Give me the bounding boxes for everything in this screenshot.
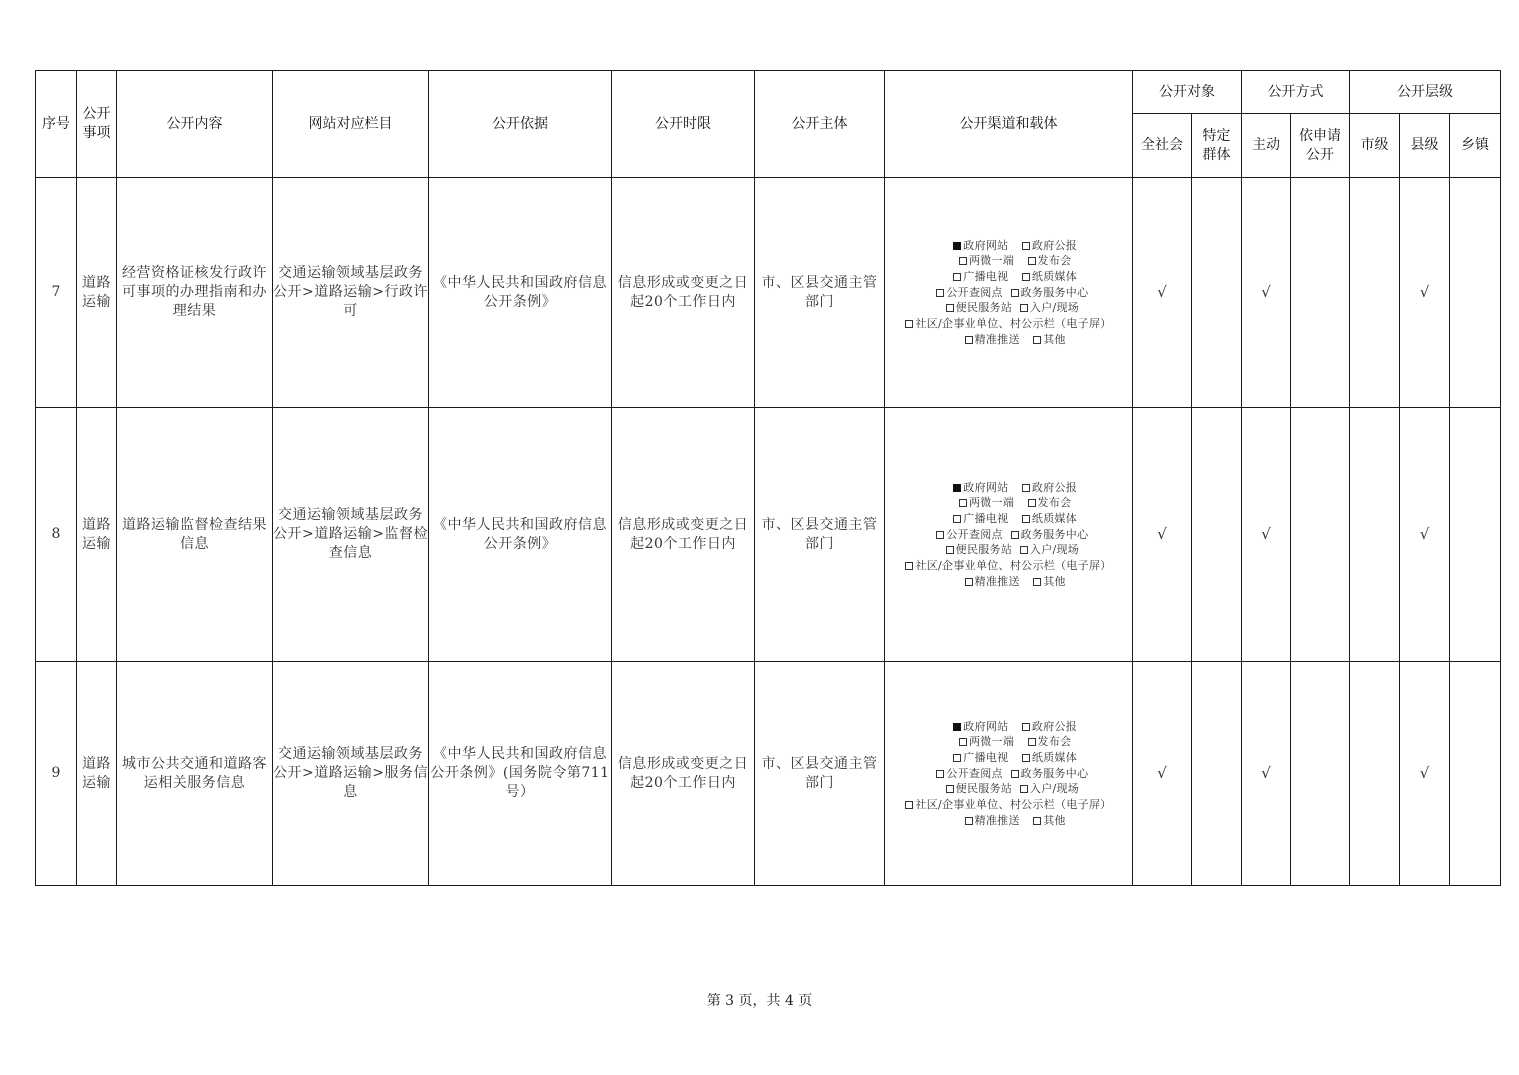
channel-option <box>1028 253 1072 269</box>
channel-option-line <box>885 300 1132 316</box>
channel-option <box>905 558 1111 574</box>
header-target: 公开对象 <box>1133 71 1242 114</box>
header-target-specific: 特定群体 <box>1192 114 1242 178</box>
channel-option <box>938 781 1020 797</box>
channel-option-label: 两微一端 <box>968 496 1015 510</box>
channel-option-label: 便民服务站 <box>955 301 1013 315</box>
basis-cell: 《中华人民共和国政府信息公开条例》 <box>429 178 612 408</box>
unchecked-box-icon <box>936 770 944 778</box>
channel-option <box>951 332 1033 348</box>
channel-option <box>951 574 1033 590</box>
channel-option <box>938 542 1020 558</box>
channel-option-label: 社区/企事业单位、村公示栏（电子屏） <box>915 798 1112 812</box>
unchecked-box-icon <box>959 738 967 746</box>
channel-option <box>929 527 1011 543</box>
item-cell: 道路运输 <box>77 408 117 662</box>
channel-option-line <box>885 574 1132 590</box>
unchecked-box-icon <box>959 499 967 507</box>
seq-cell: 8 <box>36 408 77 662</box>
unchecked-box-icon <box>1033 817 1041 825</box>
channel-option-line <box>885 495 1132 511</box>
channel-option-label: 发布会 <box>1037 496 1072 510</box>
level-county-cell: √ <box>1400 662 1450 886</box>
unchecked-box-icon <box>946 546 954 554</box>
channel-option-label: 入户/现场 <box>1029 543 1080 557</box>
unchecked-box-icon <box>936 531 944 539</box>
header-level-county: 县级 <box>1400 114 1450 178</box>
unchecked-box-icon <box>946 304 954 312</box>
site-column-cell: 交通运输领域基层政务公开>道路运输>监督检查信息 <box>273 408 429 662</box>
unchecked-box-icon <box>1022 754 1030 762</box>
page-footer: 第 3 页，共 4 页 <box>706 993 813 1009</box>
channel-option-label: 政务服务中心 <box>1020 285 1089 299</box>
channel-option-line <box>885 332 1132 348</box>
channel-option <box>1033 332 1066 348</box>
unchecked-box-icon <box>1011 531 1019 539</box>
channel-option-line <box>885 719 1132 735</box>
channel-option <box>1020 300 1079 316</box>
time-limit-cell: 信息形成或变更之日起20个工作日内 <box>612 178 755 408</box>
channel-option-label: 精准推送 <box>974 574 1020 588</box>
target-all-cell: √ <box>1133 178 1192 408</box>
channel-option <box>929 766 1011 782</box>
channel-option <box>1022 238 1077 254</box>
channel-option-label: 其他 <box>1043 574 1066 588</box>
channel-option-label: 广播电视 <box>963 269 1009 283</box>
channel-option-line <box>885 542 1132 558</box>
channel-option-line <box>885 797 1132 813</box>
seq-cell: 9 <box>36 662 77 886</box>
channel-option-label: 政府网站 <box>963 719 1009 733</box>
channel-option-label: 社区/企事业单位、村公示栏（电子屏） <box>915 559 1112 573</box>
unchecked-box-icon <box>1028 257 1036 265</box>
header-seq: 序号 <box>36 71 77 178</box>
channel-option-label: 政务服务中心 <box>1020 766 1089 780</box>
channel-option-label: 政府公报 <box>1031 719 1078 733</box>
checked-box-icon <box>953 723 961 731</box>
checked-box-icon <box>953 242 961 250</box>
unchecked-box-icon <box>1020 546 1028 554</box>
channel-option <box>1011 285 1089 301</box>
channel-option <box>1022 269 1077 285</box>
channel-option <box>1033 574 1066 590</box>
unchecked-box-icon <box>905 562 913 570</box>
channel-cell <box>885 178 1133 408</box>
unchecked-box-icon <box>1022 273 1030 281</box>
item-cell: 道路运输 <box>77 178 117 408</box>
channel-option <box>1022 511 1077 527</box>
table-row <box>36 178 1501 408</box>
channel-option-label: 政务服务中心 <box>1020 527 1089 541</box>
channel-option-label: 两微一端 <box>968 254 1015 268</box>
table-body <box>36 178 1501 886</box>
channel-option-label: 纸质媒体 <box>1031 750 1078 764</box>
unchecked-box-icon <box>953 754 961 762</box>
channel-option <box>1022 480 1077 496</box>
channel-option-line <box>885 766 1132 782</box>
unchecked-box-icon <box>1022 515 1030 523</box>
channel-option-label: 精准推送 <box>974 813 1020 827</box>
channel-option-line <box>885 480 1132 496</box>
unchecked-box-icon <box>1028 738 1036 746</box>
method-active-cell: √ <box>1242 408 1291 662</box>
level-county-cell: √ <box>1400 178 1450 408</box>
target-specific-cell <box>1192 408 1242 662</box>
header-level-town: 乡镇 <box>1450 114 1501 178</box>
header-site-column: 网站对应栏目 <box>273 71 429 178</box>
channel-option-label: 便民服务站 <box>955 782 1013 796</box>
method-request-cell <box>1291 408 1350 662</box>
channel-option <box>940 269 1022 285</box>
channel-option-line <box>885 238 1132 254</box>
unchecked-box-icon <box>1020 785 1028 793</box>
channel-option-label: 纸质媒体 <box>1031 269 1078 283</box>
content-cell: 城市公共交通和道路客运相关服务信息 <box>117 662 273 886</box>
channel-option <box>1022 750 1077 766</box>
header-target-all: 全社会 <box>1133 114 1192 178</box>
channel-option-line <box>885 269 1132 285</box>
channel-option-line <box>885 558 1132 574</box>
checked-box-icon <box>953 484 961 492</box>
channel-option-line <box>885 734 1132 750</box>
header-level-city: 市级 <box>1350 114 1400 178</box>
level-town-cell <box>1450 178 1501 408</box>
unchecked-box-icon <box>1011 289 1019 297</box>
channel-option-label: 政府网站 <box>963 238 1009 252</box>
target-specific-cell <box>1192 662 1242 886</box>
channel-option-label: 纸质媒体 <box>1031 511 1078 525</box>
subject-cell: 市、区县交通主管部门 <box>755 408 885 662</box>
channel-option <box>905 797 1111 813</box>
unchecked-box-icon <box>936 289 944 297</box>
unchecked-box-icon <box>953 273 961 281</box>
channel-option-line <box>885 527 1132 543</box>
channel-option-label: 两微一端 <box>968 735 1015 749</box>
channel-option-label: 便民服务站 <box>955 543 1013 557</box>
channel-option <box>938 300 1020 316</box>
channel-option-label: 其他 <box>1043 332 1066 346</box>
disclosure-table <box>35 70 1501 886</box>
basis-cell: 《中华人民共和国政府信息公开条例》 <box>429 408 612 662</box>
seq-cell: 7 <box>36 178 77 408</box>
channel-option-label: 公开查阅点 <box>946 285 1003 299</box>
header-level: 公开层级 <box>1350 71 1501 114</box>
channel-option <box>1022 719 1077 735</box>
unchecked-box-icon <box>905 801 913 809</box>
target-all-cell: √ <box>1133 662 1192 886</box>
channel-option <box>1033 813 1066 829</box>
unchecked-box-icon <box>1028 499 1036 507</box>
channel-option <box>951 813 1033 829</box>
subject-cell: 市、区县交通主管部门 <box>755 178 885 408</box>
channel-cell <box>885 662 1133 886</box>
subject-cell: 市、区县交通主管部门 <box>755 662 885 886</box>
channel-option-line <box>885 511 1132 527</box>
channel-option-line <box>885 316 1132 332</box>
header-time-limit: 公开时限 <box>612 71 755 178</box>
method-request-cell <box>1291 662 1350 886</box>
channel-option-label: 入户/现场 <box>1029 782 1080 796</box>
time-limit-cell: 信息形成或变更之日起20个工作日内 <box>612 662 755 886</box>
channel-option <box>1020 542 1079 558</box>
header-method-request: 依申请公开 <box>1291 114 1350 178</box>
channel-option <box>1011 527 1089 543</box>
channel-option-label: 广播电视 <box>963 750 1009 764</box>
header-method: 公开方式 <box>1242 71 1350 114</box>
method-active-cell: √ <box>1242 662 1291 886</box>
channel-option <box>1011 766 1089 782</box>
item-cell: 道路运输 <box>77 662 117 886</box>
unchecked-box-icon <box>965 336 973 344</box>
channel-option-label: 政府公报 <box>1031 238 1078 252</box>
header-content: 公开内容 <box>117 71 273 178</box>
unchecked-box-icon <box>953 515 961 523</box>
channel-option-label: 精准推送 <box>974 332 1020 346</box>
method-request-cell <box>1291 178 1350 408</box>
channel-option-label: 入户/现场 <box>1029 301 1080 315</box>
unchecked-box-icon <box>1020 304 1028 312</box>
channel-cell <box>885 408 1133 662</box>
basis-cell: 《中华人民共和国政府信息公开条例》(国务院令第711号） <box>429 662 612 886</box>
channel-option-label: 发布会 <box>1037 254 1072 268</box>
channel-option <box>940 238 1022 254</box>
unchecked-box-icon <box>1022 723 1030 731</box>
channel-option <box>940 750 1022 766</box>
unchecked-box-icon <box>1033 336 1041 344</box>
channel-option <box>1020 781 1079 797</box>
channel-option-label: 广播电视 <box>963 511 1009 525</box>
channel-option-line <box>885 750 1132 766</box>
unchecked-box-icon <box>1022 484 1030 492</box>
header-method-active: 主动 <box>1242 114 1291 178</box>
header-item: 公开事项 <box>77 71 117 178</box>
channel-option <box>1028 495 1072 511</box>
channel-option <box>940 511 1022 527</box>
unchecked-box-icon <box>965 817 973 825</box>
time-limit-cell: 信息形成或变更之日起20个工作日内 <box>612 408 755 662</box>
channel-option <box>940 719 1022 735</box>
channel-option-line <box>885 285 1132 301</box>
channel-option-line <box>885 253 1132 269</box>
level-city-cell <box>1350 408 1400 662</box>
channel-option <box>929 285 1011 301</box>
level-city-cell <box>1350 662 1400 886</box>
method-active-cell: √ <box>1242 178 1291 408</box>
content-cell: 道路运输监督检查结果信息 <box>117 408 273 662</box>
table-row <box>36 662 1501 886</box>
channel-option-label: 其他 <box>1043 813 1066 827</box>
channel-option <box>946 253 1028 269</box>
channel-option <box>905 316 1111 332</box>
channel-option <box>1028 734 1072 750</box>
target-specific-cell <box>1192 178 1242 408</box>
header-channel: 公开渠道和载体 <box>885 71 1133 178</box>
header-subject: 公开主体 <box>755 71 885 178</box>
channel-option-line <box>885 781 1132 797</box>
channel-option <box>946 495 1028 511</box>
channel-option-line <box>885 813 1132 829</box>
channel-option-label: 公开查阅点 <box>946 766 1003 780</box>
table-row <box>36 408 1501 662</box>
level-county-cell: √ <box>1400 408 1450 662</box>
level-city-cell <box>1350 178 1400 408</box>
unchecked-box-icon <box>1011 770 1019 778</box>
unchecked-box-icon <box>965 578 973 586</box>
target-all-cell: √ <box>1133 408 1192 662</box>
level-town-cell <box>1450 408 1501 662</box>
channel-option <box>940 480 1022 496</box>
content-cell: 经营资格证核发行政许可事项的办理指南和办理结果 <box>117 178 273 408</box>
channel-option-label: 社区/企事业单位、村公示栏（电子屏） <box>915 317 1112 331</box>
unchecked-box-icon <box>1022 242 1030 250</box>
header-basis: 公开依据 <box>429 71 612 178</box>
unchecked-box-icon <box>905 320 913 328</box>
unchecked-box-icon <box>946 785 954 793</box>
site-column-cell: 交通运输领域基层政务公开>道路运输>服务信息 <box>273 662 429 886</box>
channel-option-label: 公开查阅点 <box>946 527 1003 541</box>
unchecked-box-icon <box>959 257 967 265</box>
site-column-cell: 交通运输领域基层政务公开>道路运输>行政许可 <box>273 178 429 408</box>
channel-option-label: 政府公报 <box>1031 480 1078 494</box>
channel-option <box>946 734 1028 750</box>
unchecked-box-icon <box>1033 578 1041 586</box>
level-town-cell <box>1450 662 1501 886</box>
channel-option-label: 发布会 <box>1037 735 1072 749</box>
channel-option-label: 政府网站 <box>963 480 1009 494</box>
